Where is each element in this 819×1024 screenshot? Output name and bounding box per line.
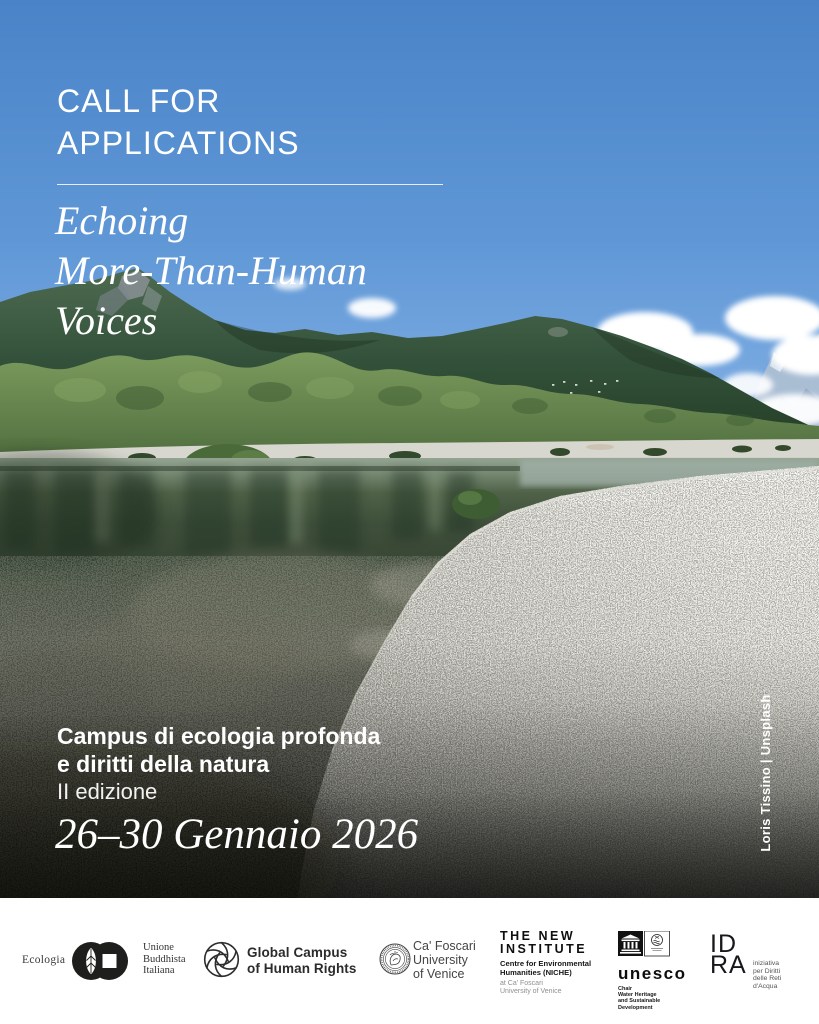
unesco-logo — [618, 931, 687, 1011]
title-line1: Echoing — [55, 198, 189, 243]
campus-subtitle — [57, 722, 380, 778]
niche-label: Centre for Environmental Humanities (NICHE) — [500, 959, 592, 977]
idra-label: iniziativa per Diritti delle Reti d'Acqua — [753, 960, 782, 990]
title-line3: Voices — [55, 298, 158, 343]
global-campus-label: Global Campus of Human Rights — [247, 945, 357, 976]
logo-footer — [0, 898, 819, 1024]
event-dates: 26–30 Gennaio 2026 — [55, 811, 419, 858]
global-campus-logo-icon — [203, 941, 240, 978]
ca-foscari-seal-icon — [379, 943, 411, 975]
unesco-wordmark: unesco — [618, 964, 687, 983]
unesco-chair-label: Chair Water Heritage and Sustainable Development — [618, 986, 661, 1011]
ecologia-logo: Ecologia — [22, 954, 66, 966]
campus-line1: Campus di ecologia profonda — [57, 723, 381, 749]
idra-wordmark: ID RA — [710, 930, 747, 979]
edition-label: II edizione — [57, 779, 158, 804]
title-line2: More-Than-Human — [55, 248, 367, 293]
unione-buddhista-label: Unione Buddhista Italiana — [143, 942, 186, 976]
square-icon — [103, 954, 117, 968]
ca-foscari-label: Ca' Foscari University of Venice — [413, 939, 476, 981]
kicker — [57, 80, 300, 164]
kicker-line2: APPLICATIONS — [57, 125, 300, 161]
unesco-temple-icon — [618, 931, 670, 957]
niche-sublabel: at Ca' Foscari University of Venice — [500, 980, 562, 996]
photo-credit: Loris Tissino | Unsplash — [758, 694, 773, 852]
unione-buddhista-logo-icon — [72, 942, 128, 980]
kicker-line1: CALL FOR — [57, 83, 221, 119]
campus-line2: e diritti della natura — [57, 751, 270, 777]
divider-line — [57, 184, 443, 185]
poster-title — [55, 196, 367, 346]
new-institute-logo — [500, 930, 610, 997]
new-institute-wordmark: THE NEW INSTITUTE — [500, 929, 588, 956]
